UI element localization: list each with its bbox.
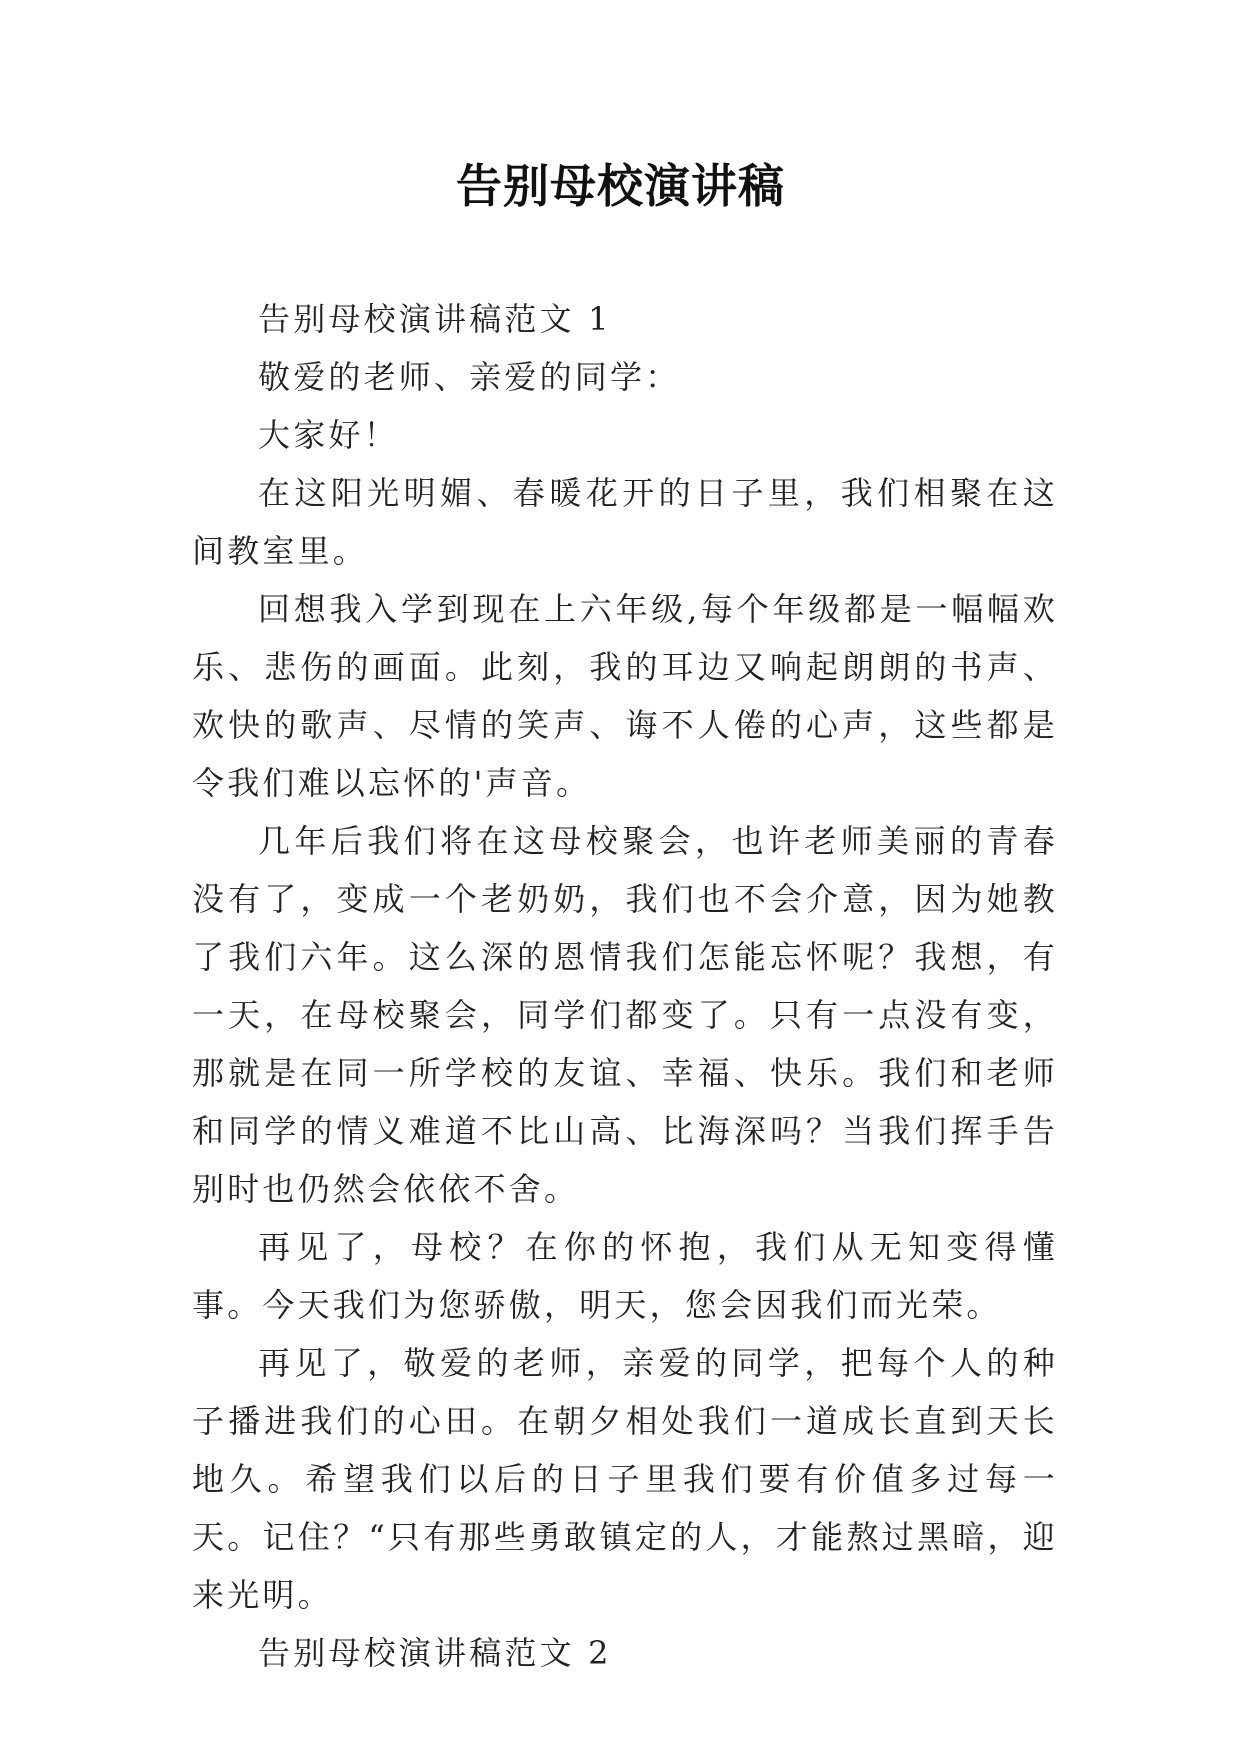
paragraph-heading-sample-1: 告别母校演讲稿范文 1 <box>258 300 612 338</box>
paragraph: 回想我入学到现在上六年级,每个年级都是一幅幅欢乐、悲伤的画面。此刻，我的耳边又响起朗朗的书声、欢快的歌声、尽情的笑声、诲不人倦的心声，这些都是令我们难以忘怀的'声音。 <box>192 590 1058 802</box>
paragraph: 在这阳光明媚、春暖花开的日子里，我们相聚在这间教室里。 <box>192 474 1058 570</box>
paragraph-greeting: 大家好！ <box>258 416 399 454</box>
document-body <box>192 290 1058 1682</box>
paragraph-heading-sample-2: 告别母校演讲稿范文 2 <box>258 1634 612 1672</box>
paragraph-salutation: 敬爱的老师、亲爱的同学： <box>258 358 681 396</box>
paragraph: 几年后我们将在这母校聚会，也许老师美丽的青春没有了，变成一个老奶奶，我们也不会介意，因为她教了我们六年。这么深的恩情我们怎能忘怀呢？我想，有一天，在母校聚会，同学们都变了。只有一点没有变，那就是在同一所学校的友谊、幸福、快乐。我们和老师和同学的情义难道不比山高、比海深吗？当我们挥手告别时也仍然会依依不舍。 <box>192 822 1058 1208</box>
paragraph: 再见了，敬爱的老师，亲爱的同学，把每个人的种子播进我们的心田。在朝夕相处我们一道成长直到天长地久。希望我们以后的日子里我们要有价值多过每一天。记住？“只有那些勇敢镇定的人，才能熬过黑暗，迎来光明。 <box>192 1344 1058 1614</box>
paragraph: 再见了，母校？在你的怀抱，我们从无知变得懂事。今天我们为您骄傲，明天，您会因我们而光荣。 <box>192 1228 1058 1324</box>
document-title: 告别母校演讲稿 <box>456 159 785 213</box>
